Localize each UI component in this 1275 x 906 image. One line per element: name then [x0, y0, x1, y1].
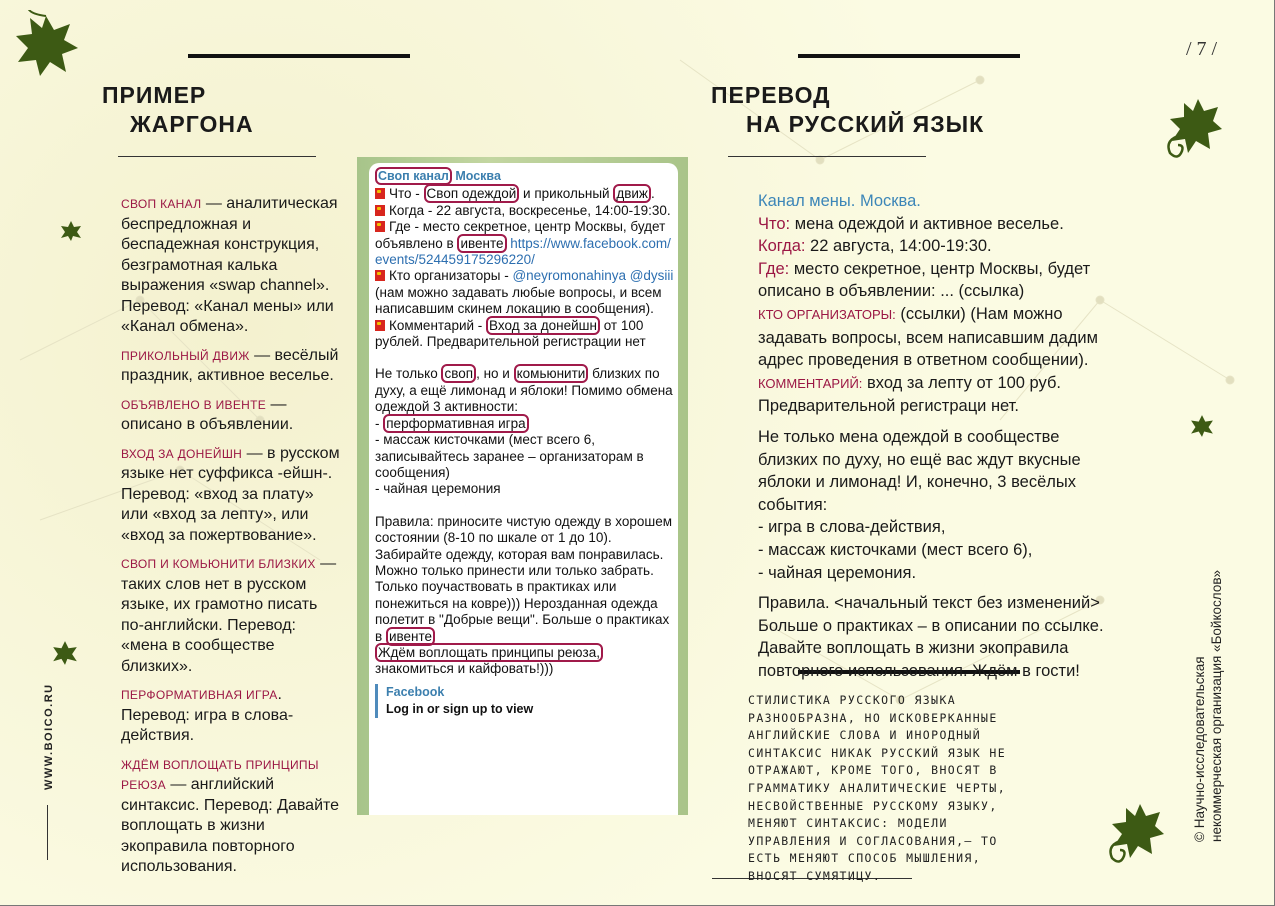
glossary-term: ВХОД ЗА ДОНЕЙШН — [121, 446, 243, 461]
page-number: / 7 / — [1186, 38, 1218, 60]
left-heading-line1: ПРИМЕР — [102, 82, 207, 108]
circled-term: ивенте — [457, 234, 506, 253]
channel-header — [375, 168, 675, 184]
translation-paragraph: Правила. <начальный текст без изменений> Больше о практиках – в описании по ссылке. Давайте воплощать в жизни экоправила повторного использования. Ждём в гости! — [758, 594, 1104, 680]
post-line-org — [375, 268, 675, 317]
circled-term: Ждём воплощать принципы реюза, — [375, 643, 603, 662]
translation-value: (ссылки) (Нам можно задавать вопросы, всем написавшим дадим адрес проведения в ответном сообщении). — [758, 304, 1098, 370]
circled-term: своп — [441, 364, 476, 383]
translation-key: Что: — [758, 214, 791, 233]
translation-key: Где: — [758, 259, 790, 278]
right-heading-line2: НА РУССКИЙ ЯЗЫК — [746, 111, 985, 137]
flag-icon — [375, 188, 385, 199]
glossary-term: СВОП И КОМЬЮНИТИ БЛИЗКИХ — [121, 557, 316, 571]
glossary — [121, 194, 343, 886]
side-rule — [47, 805, 48, 860]
translation-value: 22 августа, 14:00-19:30. — [805, 237, 992, 256]
translation-value: место секретное, центр Москвы, будет описано в объявлении: ... (ссылка) — [758, 259, 1091, 301]
glossary-entry — [121, 444, 343, 547]
translation-line — [758, 258, 1118, 303]
glossary-entry — [121, 395, 343, 436]
translation-line — [758, 303, 1118, 372]
translation-line — [758, 213, 1118, 236]
glossary-text: — описано в объявлении. — [121, 395, 294, 433]
circled-term: Своп одеждой — [424, 184, 520, 203]
post-text: - чайная церемония — [375, 481, 501, 497]
translation-key: КТО ОРГАНИЗАТОРЫ: — [758, 306, 896, 322]
left-heading-line2: ЖАРГОНА — [130, 111, 254, 137]
glossary-term: ЖДЁМ ВОПЛОЩАТЬ ПРИНЦИПЫ РЕЮЗА — [121, 757, 319, 792]
post-text: - массаж кисточками (мест всего 6, записывайтесь заранее – организаторам в сообщения) — [375, 432, 644, 480]
flag-icon — [375, 270, 385, 281]
link-preview[interactable] — [375, 684, 675, 718]
glossary-entry — [121, 554, 343, 677]
copyright: © Научно-исследовательская некоммерческая организация «Бойкослов» — [1192, 569, 1224, 842]
organizer-links[interactable]: @neyromonahinya @dysiii — [512, 268, 674, 284]
glossary-text: — аналитическая беспредложная и беспадежная конструкция, безграмотная калька выражения «swap channel». Перевод: «Канал мены» или «Канал обмена». — [121, 195, 338, 335]
preview-source: Facebook — [386, 684, 445, 699]
post-text: (нам можно задавать любые вопросы, и всем написавшим скинем локацию в сообщения). — [375, 284, 662, 317]
glossary-term: ПЕРФОРМАТИВНАЯ ИГРА — [121, 688, 278, 702]
post-text: знакомиться и кайфовать!))) — [375, 661, 554, 677]
post-text: , но и — [476, 366, 514, 382]
glossary-entry — [121, 755, 343, 878]
small-leaf-icon — [52, 640, 78, 666]
note-paragraph: СТИЛИСТИКА РУССКОГО ЯЗЫКА РАЗНООБРАЗНА, НО ИСКОВЕРКАННЫЕ АНГЛИЙСКИЕ СЛОВА И ИНОРОДНЫЙ СИНТАКСИС НИКАК РУССКИЙ ЯЗЫК НЕ ОТРАЖАЮТ, КРОМЕ ТОГО, ВНОСЯТ В ГРАММАТИКУ АНАЛИТИЧЕСКИЕ ЧЕРТЫ, НЕСВОЙСТВЕННЫЕ РУССКОМУ ЯЗЫКУ, МЕНЯЮТ СИНТАКСИС: МОДЕЛИ УПРАВЛЕНИЯ И СОГЛАСОВАНИЯ,— ТО ЕСТЬ МЕНЯЮТ СПОСОБ МЫШЛЕНИЯ, ВНОСЯТ СУМЯТИЦУ. — [748, 693, 1007, 883]
glossary-text: — весёлый праздник, активное веселье. — [121, 346, 339, 384]
post-text: Где - место секретное, центр Москвы, будет объявлено в — [375, 219, 666, 251]
flag-icon — [375, 221, 385, 232]
circled-term: Вход за донейшн — [486, 316, 600, 335]
post-line-where — [375, 219, 675, 268]
post-text: Кто организаторы - — [389, 268, 513, 284]
translation-line — [758, 235, 1118, 258]
glossary-text: — таких слов нет в русском языке, их грамотно писать по-английски. Перевод: «мена в сообществе близких». — [121, 555, 337, 675]
left-heading — [102, 81, 254, 139]
message-bubble — [369, 163, 678, 815]
post-text: Когда - 22 августа, воскресенье, 14:00-19:30. — [389, 202, 671, 218]
post-paragraph-3 — [375, 514, 675, 678]
circled-term: движ — [613, 184, 651, 203]
circled-term: комьюнити — [514, 364, 589, 383]
flag-icon — [375, 205, 385, 216]
top-rule-right — [798, 54, 1020, 58]
channel-name-circled[interactable]: Своп канал — [375, 167, 452, 185]
flag-icon — [375, 320, 385, 331]
glossary-entry — [121, 685, 343, 747]
preview-title: Log in or sign up to view — [386, 701, 534, 716]
glossary-entry — [121, 346, 343, 387]
translation-list-item: - чайная церемония. — [758, 563, 917, 582]
glossary-text: . Перевод: игра в слова-действия. — [121, 686, 294, 744]
post-text: Комментарий - — [389, 317, 487, 333]
post-text: - — [375, 415, 384, 431]
divider-left — [118, 156, 316, 157]
translation-title: Канал мены. Москва. — [758, 192, 921, 210]
translation-key: КОММЕНТАРИЙ: — [758, 375, 863, 391]
translation-key: Когда: — [758, 237, 806, 256]
glossary-term: ОБЪЯВЛЕНО В ИВЕНТЕ — [121, 397, 267, 412]
glossary-entry — [121, 194, 343, 338]
vine-leaf-icon — [1158, 95, 1224, 165]
circled-term: ивенте — [386, 627, 435, 646]
translation-value: вход за лепту от 100 руб. Предварительной регистраци нет. — [758, 373, 1062, 416]
post-paragraph-2 — [375, 366, 675, 497]
glossary-term: ПРИКОЛЬНЫЙ ДВИЖ — [121, 348, 250, 363]
glossary-text: — в русском языке нет суффикса -ейшн-. Перевод: «вход за плату» или «вход за лепту», или «вход за пожертвование». — [121, 444, 340, 544]
site-url: WWW.BOICO.RU — [43, 683, 55, 790]
translation-value: мена одеждой и активное веселье. — [790, 214, 1064, 233]
right-heading — [711, 81, 984, 139]
circled-term: перформативная игра — [383, 414, 528, 433]
top-rule-left — [188, 54, 410, 58]
channel-city: Москва — [451, 169, 501, 183]
translation — [758, 190, 1118, 682]
glossary-text: — английский синтаксис. Перевод: Давайте воплощать в жизни экоправила повторного использования. — [121, 776, 340, 875]
right-heading-line1: ПЕРЕВОД — [711, 82, 831, 108]
translation-list-item: - массаж кисточками (мест всего 6), — [758, 540, 1033, 559]
translation-list-item: - игра в слова-действия, — [758, 518, 946, 537]
post-text: и прикольный — [519, 186, 610, 202]
small-leaf-icon — [60, 220, 82, 242]
post-text: близких по духу, а ещё лимонад и яблоки! Помимо обмена одеждой 3 активности: — [375, 366, 673, 415]
post-line-when — [375, 203, 675, 219]
post-text: от 100 рублей. Предварительной регистрации нет — [375, 317, 646, 350]
grape-leaf-icon — [10, 10, 82, 82]
translation-line — [758, 372, 1118, 418]
translation-paragraph: Не только мена одеждой в сообществе близких по духу, но ещё вас ждут вкусные яблоки и лимонад! И, конечно, 3 весёлых события: — [758, 427, 1081, 514]
small-leaf-icon — [1190, 414, 1214, 438]
glossary-term: СВОП КАНАЛ — [121, 197, 202, 211]
event-link[interactable]: https://www.facebook.com/events/524459175296220/ — [375, 235, 671, 268]
post-text: Что - — [389, 186, 424, 202]
post-line-what — [375, 186, 675, 202]
post-line-comment — [375, 318, 675, 351]
post-text: Не только — [375, 366, 442, 382]
vine-leaf-icon — [1100, 800, 1166, 870]
post-text: Правила: приносите чистую одежду в хорошем состоянии (8-10 по шкале от 1 до 10). Забирайте одежду, которая вам понравилась. Можно только принести или только забрать. Только поучаствовать в практиках или понежиться на ковре))) Нерозданная одежда полетит в "Добрые вещи". Больше о практиках в — [375, 513, 673, 644]
post-text: . — [650, 186, 655, 202]
divider-right — [728, 156, 926, 157]
message-body — [375, 168, 675, 718]
